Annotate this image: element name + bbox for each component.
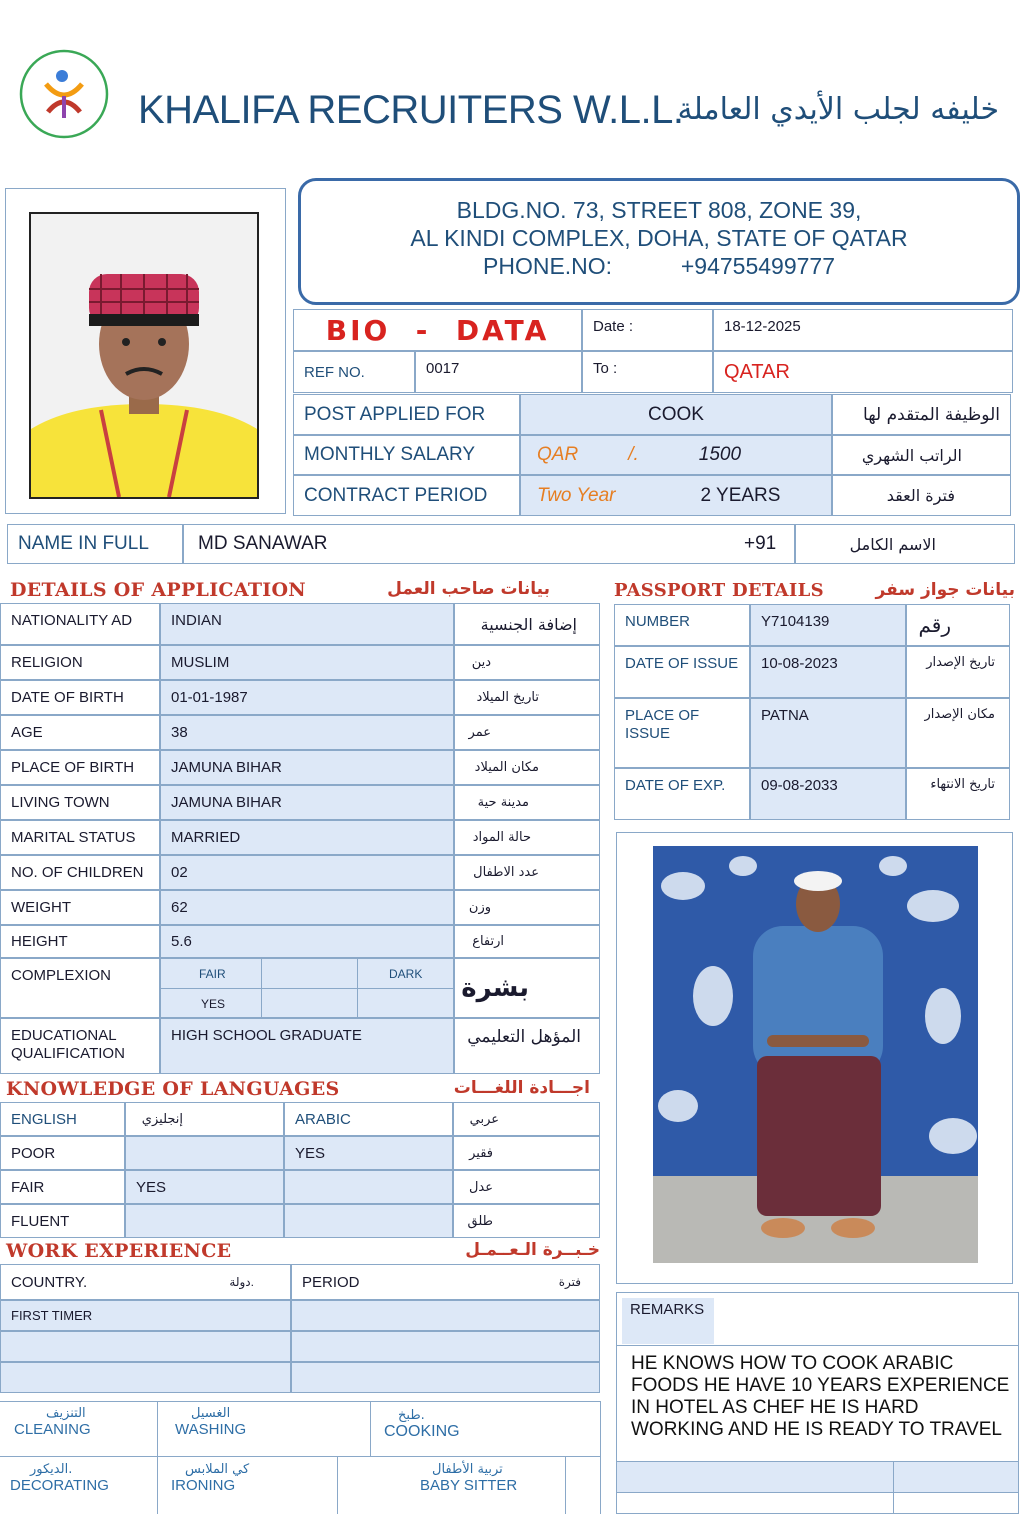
passport-row-arabic: تاريخ الإصدار bbox=[906, 646, 1010, 698]
passport-row-label: NUMBER bbox=[614, 604, 750, 646]
to-label: To : bbox=[582, 351, 713, 393]
work-period-arabic: فترة bbox=[558, 1275, 581, 1289]
app-row-arabic: مكان الميلاد bbox=[454, 750, 600, 785]
salary-amount: 1500 bbox=[698, 444, 742, 465]
remarks-text: HE KNOWS HOW TO COOK ARABIC FOODS HE HAVE 10 YEARS EXPERIENCE IN HOTEL AS CHEF HE IS HARD WORKING AND HE IS READY TO TRAVEL bbox=[631, 1353, 1010, 1440]
complexion-label-arabic: بشرة bbox=[454, 958, 600, 1018]
skill-cooking: طبخ. COOKING bbox=[384, 1408, 460, 1440]
work-period-label: PERIOD فترة bbox=[291, 1264, 600, 1300]
work-row-empty bbox=[291, 1331, 600, 1362]
passport-row-value: PATNA bbox=[750, 698, 906, 768]
complexion-grid bbox=[160, 958, 454, 1018]
complexion-dark: DARK bbox=[389, 967, 423, 981]
work-country-arabic: دولة. bbox=[229, 1275, 254, 1289]
remarks-footer-row bbox=[617, 1461, 1018, 1493]
app-row-value: 62 bbox=[160, 890, 454, 925]
contract-value-cell bbox=[520, 475, 832, 516]
lang-col-english: ENGLISH bbox=[0, 1102, 125, 1136]
address-line-1: BLDG.NO. 73, STREET 808, ZONE 39, bbox=[456, 197, 862, 223]
lang-col-english-arabic: إنجليزي bbox=[125, 1102, 284, 1136]
education-label: EDUCATIONAL QUALIFICATION bbox=[0, 1018, 160, 1074]
app-row-value: 5.6 bbox=[160, 925, 454, 958]
lang-row-level-arabic: فقير bbox=[453, 1136, 600, 1170]
lang-row-label: FAIR bbox=[0, 1170, 125, 1204]
app-row-value: 38 bbox=[160, 715, 454, 750]
contract-label: CONTRACT PERIOD bbox=[293, 475, 520, 516]
ref-value: 0017 bbox=[415, 351, 582, 393]
contract-label-arabic: فترة العقد bbox=[832, 475, 1011, 516]
passport-row-value: 09-08-2033 bbox=[750, 768, 906, 820]
address-box bbox=[298, 178, 1020, 305]
skill-washing: الغسيل WASHING bbox=[175, 1406, 247, 1438]
work-row-empty bbox=[291, 1362, 600, 1393]
lang-row-label: POOR bbox=[0, 1136, 125, 1170]
skill-baby-sitter: تربية الأطفال BABY SITTER bbox=[420, 1462, 518, 1494]
app-row-arabic: عدد الاطفال bbox=[454, 855, 600, 890]
complexion-fair: FAIR bbox=[199, 967, 226, 981]
lang-row-arabic: YES bbox=[284, 1136, 453, 1170]
passport-heading: PASSPORT DETAILS bbox=[614, 580, 824, 601]
portrait-photo bbox=[29, 212, 259, 499]
full-body-photo bbox=[653, 846, 978, 1263]
complexion-label: COMPLEXION bbox=[0, 958, 160, 1018]
work-heading-arabic: خـبــرة الـعــمـل bbox=[465, 1240, 600, 1260]
app-row-label: WEIGHT bbox=[0, 890, 160, 925]
app-row-label: DATE OF BIRTH bbox=[0, 680, 160, 715]
passport-row-arabic: مكان الإصدار bbox=[906, 698, 1010, 768]
post-label-arabic: الوظيفة المتقدم لها bbox=[832, 394, 1011, 435]
education-label-arabic: المؤهل التعليمي bbox=[454, 1018, 600, 1074]
date-value: 18-12-2025 bbox=[713, 309, 1013, 351]
app-row-label: LIVING TOWN bbox=[0, 785, 160, 820]
app-row-label: MARITAL STATUS bbox=[0, 820, 160, 855]
app-row-label: NATIONALITY AD bbox=[0, 603, 160, 645]
education-value: HIGH SCHOOL GRADUATE bbox=[160, 1018, 454, 1074]
passport-row-arabic: رقم bbox=[906, 604, 1010, 646]
passport-row-label: DATE OF ISSUE bbox=[614, 646, 750, 698]
name-label-arabic: الاسم الكامل bbox=[795, 524, 1015, 564]
application-heading: DETAILS OF APPLICATION bbox=[10, 579, 306, 601]
app-row-value: MARRIED bbox=[160, 820, 454, 855]
lang-col-arabic: ARABIC bbox=[284, 1102, 453, 1136]
app-row-arabic: مدينة حية bbox=[454, 785, 600, 820]
app-row-arabic: حالة المواد bbox=[454, 820, 600, 855]
date-label: Date : bbox=[582, 309, 713, 351]
passport-row-value: 10-08-2023 bbox=[750, 646, 906, 698]
app-row-arabic: تاريخ الميلاد bbox=[454, 680, 600, 715]
lang-row-label: FLUENT bbox=[0, 1204, 125, 1238]
bio-data-title: BIO - DATA bbox=[293, 309, 582, 351]
passport-row-value: Y7104139 bbox=[750, 604, 906, 646]
salary-currency: QAR bbox=[537, 444, 579, 465]
ref-label: REF NO. bbox=[293, 351, 415, 393]
work-row-period bbox=[291, 1300, 600, 1331]
lang-row-english bbox=[125, 1136, 284, 1170]
post-value: COOK bbox=[520, 394, 832, 435]
lang-row-arabic bbox=[284, 1170, 453, 1204]
app-row-value: JAMUNA BIHAR bbox=[160, 785, 454, 820]
company-name: KHALIFA RECRUITERS W.L.L. bbox=[138, 88, 684, 132]
skill-ironing: كي الملابس IRONING bbox=[171, 1462, 250, 1494]
name-phone-code: +91 bbox=[744, 533, 777, 554]
name-value: MD SANAWAR bbox=[183, 524, 795, 564]
languages-heading-arabic: اجـــادة اللغـــات bbox=[453, 1078, 590, 1098]
post-label: POST APPLIED FOR bbox=[293, 394, 520, 435]
remarks-box bbox=[616, 1292, 1019, 1514]
contract-value: 2 YEARS bbox=[700, 484, 781, 506]
passport-row-arabic: تاريخ الانتهاء bbox=[906, 768, 1010, 820]
app-row-arabic: عمر bbox=[454, 715, 600, 750]
remarks-label: REMARKS bbox=[622, 1298, 714, 1344]
lang-row-level-arabic: طلق bbox=[453, 1204, 600, 1238]
work-country-label: COUNTRY. دولة. bbox=[0, 1264, 291, 1300]
contract-hint: Two Year bbox=[537, 484, 616, 506]
app-row-arabic: إضافة الجنسية bbox=[454, 603, 600, 645]
salary-label-arabic: الراتب الشهري bbox=[832, 435, 1011, 475]
app-row-arabic: دين bbox=[454, 645, 600, 680]
lang-row-arabic bbox=[284, 1204, 453, 1238]
lang-row-english: YES bbox=[125, 1170, 284, 1204]
skill-cleaning: التنزيف CLEANING bbox=[14, 1406, 91, 1438]
phone-label: PHONE.NO: bbox=[483, 253, 613, 279]
application-heading-arabic: بيانات صاحب العمل bbox=[387, 579, 550, 599]
work-heading: WORK EXPERIENCE bbox=[6, 1240, 232, 1262]
passport-row-label: DATE OF EXP. bbox=[614, 768, 750, 820]
company-name-arabic: خليفه لجلب الأيدي العاملة bbox=[677, 92, 999, 127]
app-row-arabic: ارتفاع bbox=[454, 925, 600, 958]
app-row-label: HEIGHT bbox=[0, 925, 160, 958]
app-row-arabic: وزن bbox=[454, 890, 600, 925]
app-row-value: 02 bbox=[160, 855, 454, 890]
work-row-empty bbox=[0, 1331, 291, 1362]
address-line-2: AL KINDI COMPLEX, DOHA, STATE OF QATAR bbox=[410, 225, 908, 251]
app-row-value: INDIAN bbox=[160, 603, 454, 645]
lang-row-level-arabic: عدل bbox=[453, 1170, 600, 1204]
lang-col-arabic-arabic: عربي bbox=[453, 1102, 600, 1136]
salary-value-cell bbox=[520, 435, 832, 475]
work-row-empty bbox=[0, 1362, 291, 1393]
salary-label: MONTHLY SALARY bbox=[293, 435, 520, 475]
company-logo bbox=[18, 48, 110, 140]
app-row-label: PLACE OF BIRTH bbox=[0, 750, 160, 785]
passport-row-label: PLACE OF ISSUE bbox=[614, 698, 750, 768]
phone-line bbox=[301, 252, 1017, 280]
app-row-label: AGE bbox=[0, 715, 160, 750]
passport-heading-arabic: بيانات جواز سفر bbox=[875, 580, 1015, 600]
app-row-value: 01-01-1987 bbox=[160, 680, 454, 715]
languages-heading: KNOWLEDGE OF LANGUAGES bbox=[6, 1078, 340, 1100]
to-value: QATAR bbox=[713, 351, 1013, 393]
app-row-label: NO. OF CHILDREN bbox=[0, 855, 160, 890]
name-label: NAME IN FULL bbox=[7, 524, 183, 564]
complexion-value: YES bbox=[201, 997, 226, 1011]
work-row: FIRST TIMER bbox=[0, 1300, 291, 1331]
app-row-value: JAMUNA BIHAR bbox=[160, 750, 454, 785]
app-row-value: MUSLIM bbox=[160, 645, 454, 680]
salary-separator: /. bbox=[628, 444, 639, 465]
skill-decorating: الديكور. DECORATING bbox=[10, 1462, 109, 1494]
app-row-label: RELIGION bbox=[0, 645, 160, 680]
phone-number: +94755499777 bbox=[680, 253, 835, 279]
lang-row-english bbox=[125, 1204, 284, 1238]
